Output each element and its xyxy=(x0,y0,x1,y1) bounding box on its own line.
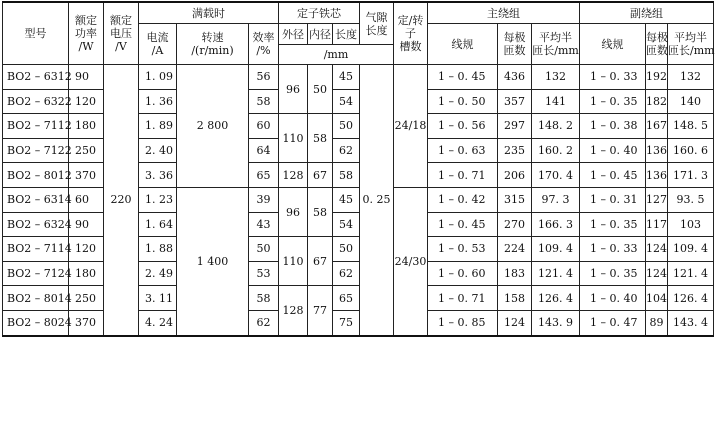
cell-air-gap: 0. 25 xyxy=(360,65,394,336)
header-slots: 定/转 子 槽数 xyxy=(394,2,428,65)
cell-aux-turns: 192 xyxy=(646,65,668,90)
cell-length: 45 xyxy=(333,187,360,212)
cell-main-wire: 1 – 0. 63 xyxy=(428,138,498,163)
cell-model: BO2 – 8012 xyxy=(3,163,69,188)
cell-power: 180 xyxy=(69,261,104,286)
cell-current: 1. 23 xyxy=(139,187,177,212)
cell-aux-wire: 1 – 0. 40 xyxy=(580,138,646,163)
header-speed: 转速 /(r/min) xyxy=(177,24,249,65)
cell-aux-half-turn: 93. 5 xyxy=(668,187,714,212)
cell-main-half-turn: 170. 4 xyxy=(532,163,580,188)
header-main-turns: 每极 匝数 xyxy=(498,24,532,65)
cell-aux-half-turn: 121. 4 xyxy=(668,261,714,286)
cell-main-turns: 297 xyxy=(498,114,532,139)
header-outer-diameter: 外径 xyxy=(279,24,308,45)
cell-model: BO2 – 6312 xyxy=(3,65,69,90)
cell-aux-half-turn: 171. 3 xyxy=(668,163,714,188)
cell-length: 50 xyxy=(333,114,360,139)
cell-outer-diameter: 110 xyxy=(279,237,308,286)
cell-current: 3. 11 xyxy=(139,286,177,311)
cell-length: 54 xyxy=(333,212,360,237)
motor-spec-table xyxy=(2,1,714,337)
cell-aux-wire: 1 – 0. 31 xyxy=(580,187,646,212)
cell-main-turns: 436 xyxy=(498,65,532,90)
cell-main-wire: 1 – 0. 71 xyxy=(428,163,498,188)
cell-current: 1. 64 xyxy=(139,212,177,237)
header-main-wire: 线规 xyxy=(428,24,498,65)
header-model: 型号 xyxy=(3,2,69,65)
cell-inner-diameter: 77 xyxy=(308,286,333,336)
cell-inner-diameter: 67 xyxy=(308,237,333,286)
header-current: 电流 /A xyxy=(139,24,177,65)
cell-main-half-turn: 141 xyxy=(532,89,580,114)
cell-aux-wire: 1 – 0. 45 xyxy=(580,163,646,188)
cell-main-half-turn: 97. 3 xyxy=(532,187,580,212)
cell-current: 4. 24 xyxy=(139,310,177,335)
cell-inner-diameter: 58 xyxy=(308,187,333,236)
cell-current: 1. 89 xyxy=(139,114,177,139)
cell-power: 250 xyxy=(69,286,104,311)
header-length: 长度 xyxy=(333,24,360,45)
cell-main-turns: 158 xyxy=(498,286,532,311)
cell-main-wire: 1 – 0. 45 xyxy=(428,212,498,237)
cell-outer-diameter: 128 xyxy=(279,286,308,336)
cell-aux-turns: 136 xyxy=(646,138,668,163)
header-aux-winding: 副绕组 xyxy=(580,2,714,24)
cell-main-turns: 357 xyxy=(498,89,532,114)
cell-inner-diameter: 50 xyxy=(308,65,333,114)
cell-speed: 1 400 xyxy=(177,187,249,335)
header-voltage: 额定 电压 /V xyxy=(104,2,139,65)
cell-main-half-turn: 121. 4 xyxy=(532,261,580,286)
cell-length: 62 xyxy=(333,261,360,286)
cell-length: 65 xyxy=(333,286,360,311)
cell-main-turns: 224 xyxy=(498,237,532,262)
header-main-winding: 主绕组 xyxy=(428,2,580,24)
cell-model: BO2 – 7112 xyxy=(3,114,69,139)
cell-main-half-turn: 166. 3 xyxy=(532,212,580,237)
cell-main-turns: 124 xyxy=(498,310,532,335)
cell-voltage: 220 xyxy=(104,65,139,336)
cell-main-wire: 1 – 0. 42 xyxy=(428,187,498,212)
cell-power: 370 xyxy=(69,163,104,188)
header-aux-half-turn: 平均半 匝长/mm xyxy=(668,24,714,65)
cell-aux-wire: 1 – 0. 35 xyxy=(580,261,646,286)
header-power: 额定 功率 /W xyxy=(69,2,104,65)
cell-inner-diameter: 67 xyxy=(308,163,333,188)
cell-length: 45 xyxy=(333,65,360,90)
cell-aux-turns: 117 xyxy=(646,212,668,237)
cell-main-turns: 270 xyxy=(498,212,532,237)
header-aux-wire: 线规 xyxy=(580,24,646,65)
cell-aux-half-turn: 132 xyxy=(668,65,714,90)
cell-model: BO2 – 7114 xyxy=(3,237,69,262)
cell-outer-diameter: 110 xyxy=(279,114,308,163)
cell-power: 90 xyxy=(69,212,104,237)
cell-length: 62 xyxy=(333,138,360,163)
cell-aux-half-turn: 109. 4 xyxy=(668,237,714,262)
cell-power: 180 xyxy=(69,114,104,139)
cell-slots: 24/30 xyxy=(394,187,428,335)
cell-current: 2. 40 xyxy=(139,138,177,163)
cell-current: 1. 88 xyxy=(139,237,177,262)
cell-efficiency: 65 xyxy=(249,163,279,188)
cell-main-wire: 1 – 0. 71 xyxy=(428,286,498,311)
cell-model: BO2 – 6314 xyxy=(3,187,69,212)
cell-power: 60 xyxy=(69,187,104,212)
cell-main-wire: 1 – 0. 56 xyxy=(428,114,498,139)
cell-main-wire: 1 – 0. 60 xyxy=(428,261,498,286)
cell-efficiency: 60 xyxy=(249,114,279,139)
cell-speed: 2 800 xyxy=(177,65,249,188)
cell-power: 120 xyxy=(69,89,104,114)
cell-aux-half-turn: 160. 6 xyxy=(668,138,714,163)
cell-aux-turns: 104 xyxy=(646,286,668,311)
cell-length: 58 xyxy=(333,163,360,188)
cell-main-half-turn: 143. 9 xyxy=(532,310,580,335)
cell-aux-turns: 182 xyxy=(646,89,668,114)
cell-efficiency: 43 xyxy=(249,212,279,237)
cell-outer-diameter: 128 xyxy=(279,163,308,188)
cell-model: BO2 – 8024 xyxy=(3,310,69,335)
cell-aux-turns: 124 xyxy=(646,237,668,262)
cell-length: 50 xyxy=(333,237,360,262)
cell-main-wire: 1 – 0. 85 xyxy=(428,310,498,335)
cell-aux-turns: 127 xyxy=(646,187,668,212)
cell-main-wire: 1 – 0. 50 xyxy=(428,89,498,114)
cell-aux-turns: 136 xyxy=(646,163,668,188)
cell-main-turns: 206 xyxy=(498,163,532,188)
cell-outer-diameter: 96 xyxy=(279,187,308,236)
table-row xyxy=(3,65,714,90)
cell-power: 370 xyxy=(69,310,104,335)
cell-slots: 24/18 xyxy=(394,65,428,188)
header-full-load: 满载时 xyxy=(139,2,279,24)
cell-aux-wire: 1 – 0. 33 xyxy=(580,237,646,262)
cell-main-turns: 235 xyxy=(498,138,532,163)
cell-efficiency: 58 xyxy=(249,286,279,311)
cell-current: 3. 36 xyxy=(139,163,177,188)
cell-efficiency: 39 xyxy=(249,187,279,212)
cell-model: BO2 – 6322 xyxy=(3,89,69,114)
header-inner-diameter: 内径 xyxy=(308,24,333,45)
cell-aux-half-turn: 140 xyxy=(668,89,714,114)
cell-model: BO2 – 6324 xyxy=(3,212,69,237)
cell-aux-wire: 1 – 0. 33 xyxy=(580,65,646,90)
cell-efficiency: 56 xyxy=(249,65,279,90)
cell-aux-turns: 89 xyxy=(646,310,668,335)
cell-main-half-turn: 132 xyxy=(532,65,580,90)
cell-main-turns: 183 xyxy=(498,261,532,286)
cell-aux-half-turn: 126. 4 xyxy=(668,286,714,311)
cell-main-half-turn: 148. 2 xyxy=(532,114,580,139)
header-main-half-turn: 平均半 匝长/mm xyxy=(532,24,580,65)
cell-efficiency: 64 xyxy=(249,138,279,163)
cell-model: BO2 – 7122 xyxy=(3,138,69,163)
cell-main-wire: 1 – 0. 45 xyxy=(428,65,498,90)
header-aux-turns: 每极 匝数 xyxy=(646,24,668,65)
cell-power: 120 xyxy=(69,237,104,262)
cell-aux-half-turn: 103 xyxy=(668,212,714,237)
cell-outer-diameter: 96 xyxy=(279,65,308,114)
cell-model: BO2 – 7124 xyxy=(3,261,69,286)
cell-aux-wire: 1 – 0. 47 xyxy=(580,310,646,335)
cell-model: BO2 – 8014 xyxy=(3,286,69,311)
cell-main-half-turn: 126. 4 xyxy=(532,286,580,311)
cell-current: 1. 36 xyxy=(139,89,177,114)
cell-aux-wire: 1 – 0. 40 xyxy=(580,286,646,311)
cell-efficiency: 62 xyxy=(249,310,279,335)
cell-efficiency: 50 xyxy=(249,237,279,262)
cell-current: 2. 49 xyxy=(139,261,177,286)
cell-efficiency: 58 xyxy=(249,89,279,114)
cell-inner-diameter: 58 xyxy=(308,114,333,163)
cell-power: 250 xyxy=(69,138,104,163)
cell-aux-wire: 1 – 0. 38 xyxy=(580,114,646,139)
header-air-gap: 气隙 长度 xyxy=(360,2,394,45)
cell-main-turns: 315 xyxy=(498,187,532,212)
cell-length: 54 xyxy=(333,89,360,114)
cell-aux-half-turn: 143. 4 xyxy=(668,310,714,335)
cell-length: 75 xyxy=(333,310,360,335)
header-stator-core: 定子铁芯 xyxy=(279,2,360,24)
cell-aux-half-turn: 148. 5 xyxy=(668,114,714,139)
cell-aux-turns: 124 xyxy=(646,261,668,286)
cell-current: 1. 09 xyxy=(139,65,177,90)
cell-aux-wire: 1 – 0. 35 xyxy=(580,212,646,237)
cell-main-half-turn: 109. 4 xyxy=(532,237,580,262)
cell-aux-turns: 167 xyxy=(646,114,668,139)
header-core-unit: /mm xyxy=(279,45,394,65)
cell-main-wire: 1 – 0. 53 xyxy=(428,237,498,262)
header-efficiency: 效率 /% xyxy=(249,24,279,65)
cell-efficiency: 53 xyxy=(249,261,279,286)
cell-main-half-turn: 160. 2 xyxy=(532,138,580,163)
cell-power: 90 xyxy=(69,65,104,90)
cell-aux-wire: 1 – 0. 35 xyxy=(580,89,646,114)
